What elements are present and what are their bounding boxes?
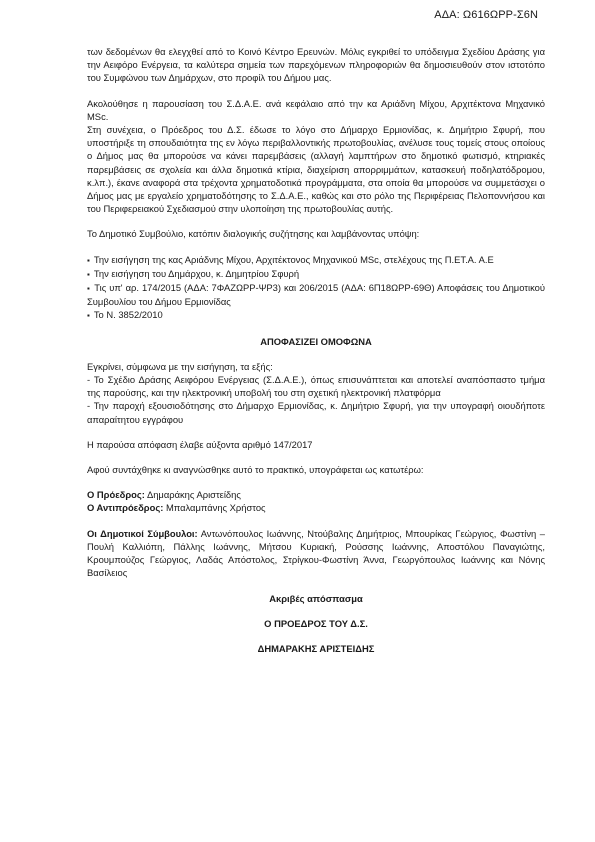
vice-president-label: Ο Αντιπρόεδρος: — [87, 502, 164, 514]
president-name: Δημαράκης Αριστείδης — [144, 489, 241, 501]
president-line — [87, 488, 545, 501]
consideration-item: ▪ Τις υπ' αρ. 174/2015 (ΑΔΑ: 7ΦΑΖΩΡΡ-ΨΡ3) και 206/2015 (ΑΔΑ: 6Π18ΩΡΡ-69Θ) Αποφάσεις του Δημοτικού Συμβουλίου του Δήμου Ερμιονίδας — [87, 281, 545, 308]
ada-code: ΑΔΑ: Ω616ΩΡΡ-Σ6Ν — [434, 9, 538, 21]
decision-heading: ΑΠΟΦΑΣΙΖΕΙ ΟΜΟΦΩΝΑ — [260, 335, 372, 347]
decision-item: - Την παροχή εξουσιοδότησης στο Δήμαρχο Ερμιονίδας, κ. Δημήτριο Σφυρή, για την υπογραφή οιουδήποτε απαραίτητου εγγράφου — [87, 400, 545, 425]
president-label: Ο Πρόεδρος: — [87, 489, 145, 501]
paragraph-council-considering: Το Δημοτικό Συμβούλιο, κατόπιν διαλογικής συζήτησης και λαμβάνοντας υπόψη: — [87, 228, 420, 240]
consideration-item: ▪ Την εισήγηση του Δημάρχου, κ. Δημητρίου Σφυρή — [87, 267, 545, 281]
exact-extract-label: Ακριβές απόσπασμα — [269, 592, 363, 604]
consideration-item: ▪ Το Ν. 3852/2010 — [87, 308, 545, 322]
council-members-names: Αντωνόπουλος Ιωάννης, Ντούβαλης Δημήτριος, Μπουρίκας Γεώργιος, Φωστίνη – Πουλή Καλλιόπη, Πάλλης Ιωάννης, Μήτσου Κυριακή, Ρούσσης Ιωάννης, Αποστόλου Παναγιώτης, Κρουμπούζος Γεώργιος, Λαδάς Απόστολος, Στρίγκου-Φωστίνη Άννα, Γεωργόπουλος Ιωάννης και Νόνης Βασίλειος — [87, 527, 545, 579]
vice-president-line — [87, 501, 545, 514]
paragraph-mayor-speech: Στη συνέχεια, ο Πρόεδρος του Δ.Σ. έδωσε το λόγο στο Δήμαρχο Ερμιονίδας, κ. Δημήτριο Σφυρή, που υποστήριξε τη σπουδαιότητα της εν λόγω περιβαλλοντικής πρωτοβουλίας, ανέλυσε τους τομείς στους οποίους ο Δήμος μας θα μπορούσε να κάνει παρεμβάσεις (αλλαγή λαμπτήρων στο δημοτικό φωτισμό, κτηριακές παρεμβάσεις σε σχολεία και άλλα δημοτικά κτίρια, διαχείριση απορριμμάτων, κατασκευή ποδηλατόδρομου, κ.λπ.), έκανε αναφορά στα τρέχοντα χρηματοδοτικά προγράμματα, στα οποία θα μπορούσε να συμμετάσχει ο Δήμος μας με εργαλείο χρηματοδότησης το Σ.Δ.Α.Ε., καθώς και στο ρόλο της Περιφέρειας Πελοποννήσου και του Περιφερειακού Σχεδιασμού στην υλοποίηση της πρωτοβουλίας αυτής. — [87, 124, 545, 215]
paragraph-data-review: των δεδομένων θα ελεγχθεί από το Κοινό Κέντρο Ερευνών. Μόλις εγκριθεί το υπόδειγμα Σχεδίου Δράσης για την Αειφόρο Ενέργεια, τα καλύτερα σημεία των παρεχόμενων πληροφοριών θα δημοσιευθούν στον ιστοτόπο του Συμφώνου των Δημάρχων, στο προφίλ του Δήμου μας. — [87, 46, 545, 84]
vice-president-name: Μπαλαμπάνης Χρήστος — [163, 502, 266, 514]
decision-intro: Εγκρίνει, σύμφωνα με την εισήγηση, τα εξής: — [87, 360, 273, 372]
signing-statement: Αφού συντάχθηκε κι αναγνώσθηκε αυτό το πρακτικό, υπογράφεται ως κατωτέρω: — [87, 464, 424, 476]
council-members-label: Οι Δημοτικοί Σύμβουλοι: — [87, 527, 198, 539]
footer-president-name: ΔΗΜΑΡΑΚΗΣ ΑΡΙΣΤΕΙΔΗΣ — [257, 642, 375, 654]
document-body — [87, 45, 545, 655]
decision-item: - Το Σχέδιο Δράσης Αειφόρου Ενέργειας (Σ.Δ.Α.Ε.), όπως επισυνάπτεται και αποτελεί αναπόσπαστο τμήμα της παρούσης, και την ηλεκτρονική υποβολή του στη σχετική ηλεκτρονική πλατφόρμα — [87, 374, 545, 399]
paragraph-presentation: Ακολούθησε η παρουσίαση του Σ.Δ.Α.Ε. ανά κεφάλαιο από την κα Αριάδνη Μίχου, Αρχιτέκτονα Μηχανικό MSc. — [87, 97, 545, 122]
council-members-line — [87, 527, 545, 580]
consideration-item: ▪ Την εισήγηση της κας Αριάδνης Μίχου, Αρχιτέκτονος Μηχανικού MSc, στελέχους της Π.ΕΤ.Α. Α.Ε — [87, 253, 545, 267]
footer-president-title: Ο ΠΡΟΕΔΡΟΣ ΤΟΥ Δ.Σ. — [264, 617, 368, 629]
decision-number: Η παρούσα απόφαση έλαβε αύξοντα αριθμό 147/2017 — [87, 438, 313, 450]
